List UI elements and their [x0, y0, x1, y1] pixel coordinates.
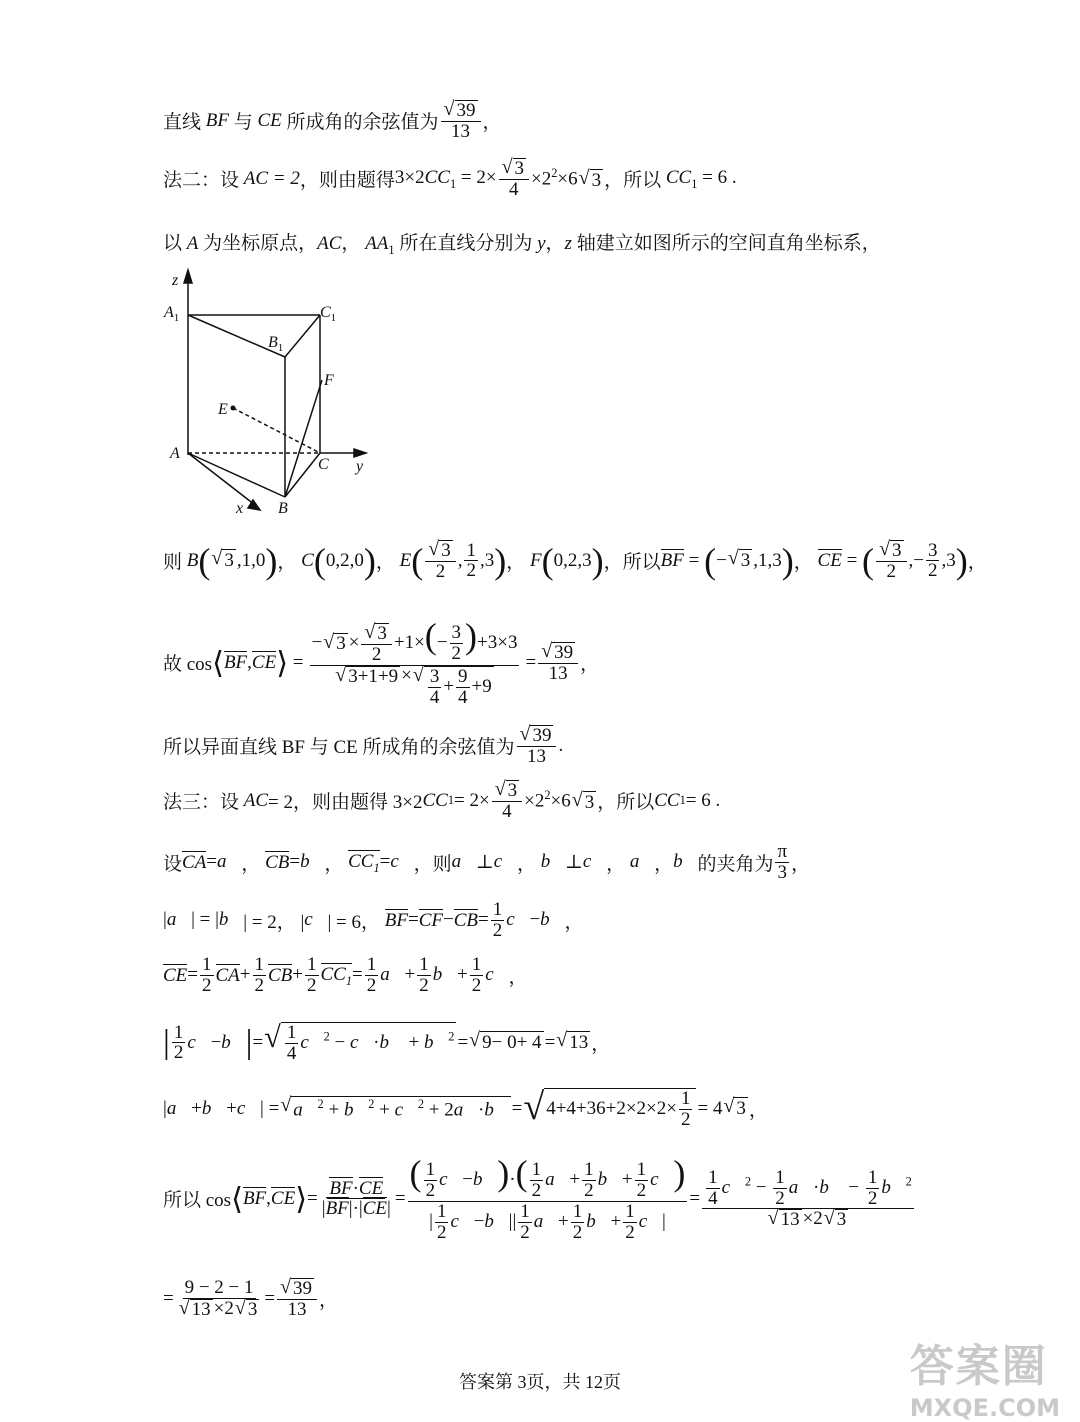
z-arrow-icon: [184, 270, 192, 283]
label-y: y: [356, 458, 364, 475]
label-C: C: [318, 456, 329, 473]
label-B: B: [278, 500, 288, 517]
text: ，: [482, 112, 502, 134]
text: 所成角的余弦值为: [286, 112, 439, 134]
y-arrow-icon: [354, 449, 366, 457]
line-cos-method2: 故 cos ⟨ BF , CE ⟩ = − √ 3 × √ 3 2 +1×(− $\frac{3}{2}$ )+3×3 √ 3+1+9 × √ $\frac{3}{4}$ + $\frac{9}{4}$ +9 = √ 39 13 ，: [163, 616, 600, 708]
line-coordinate-setup: 以 A 为坐标原点，AC， $AA_1$ 所在直线分别为 y，z 轴建立如图所示的空间直角坐标系，: [163, 233, 881, 257]
label-x: x: [236, 500, 244, 517]
line-final-result: = 9 − 2 − 1 √ 13 ×2 √ 3 = √ 39 13 ，: [163, 1276, 339, 1320]
line-magnitudes: | a⃗ | = | b⃗ | = 2， | c⃗ | = 6， BF = CF − CB = $\frac{1}{2}$ c⃗ − b⃗ ，: [163, 899, 584, 941]
label-A1: $A_1$: [164, 304, 180, 324]
line-vector-definitions: 设 CA = a⃗ ， CB = b⃗ ， $CC_1$ = c⃗ ，则 a⃗ ⊥ c⃗ ， b⃗ ⊥ c⃗ ， a⃗ ， b⃗ 的夹角为 $\frac{\pi}{3}$ ，: [163, 841, 811, 883]
line-method2-conclusion: 所以异面直线 BF 与 CE 所成角的余弦值为 √ 39 13 .: [163, 723, 564, 767]
fraction: √ 39 13: [441, 100, 481, 142]
text: CE: [257, 109, 282, 131]
label-E: E: [218, 401, 228, 418]
line-method2-setup: 法二：设 AC = 2 ，则由题得 $3\times 2CC_1 = 2\times$ √ 3 4 $\times 2^2\times 6$ √ 3 ，所以 $CC_1 = 6$ .: [163, 156, 737, 200]
line-cos-method3: 所以 cos ⟨ BF , CE ⟩ = $\frac{BF\cdot CE}{|BF|\cdot|CE|}$ = ( $\frac{1}{2}$ c⃗−b⃗)·( $\frac{1}{2}$ a⃗+ $\frac{1}{2}$ b⃗+ $\frac{1}{2}$ c⃗) | $\frac{1}{2}$ c⃗−b⃗|| $\frac{1}{2}$ a⃗+ $\frac{1}{2}$ b⃗+ $\frac{1}{2}$ c⃗| = $\frac{1}{4}$ c⃗$^2$ − $\frac{1}{2}$ a⃗·b⃗ − $\frac{1}{2}$ b⃗$^2$ √ 13 ×2 √ 3: [163, 1153, 912, 1244]
line-bf-magnitude: | $\frac{1}{2}$ c⃗ − b⃗ | = √ $\frac{1}{4}$ c⃗$^2$ − c⃗·b⃗ + b⃗$^2$ = √ 9− 0+ 4 = √ 13 ，: [163, 1020, 611, 1064]
text: 直线: [163, 112, 202, 134]
label-z: z: [172, 272, 179, 289]
text: 与: [233, 112, 253, 134]
page-footer: 答案第 3页，共 12页: [459, 1372, 621, 1392]
label-B1: $B_1$: [268, 334, 284, 354]
label-F: F: [324, 372, 334, 389]
prism-figure: [160, 265, 390, 520]
line-ce-magnitude: | a⃗ + b⃗ + c⃗ | = √ a⃗$^2$ + b⃗$^2$ + c⃗$^2$ + 2a⃗·b⃗ = √ 4+4+36+2×2×2× $\frac{1}{2}$ = 4 √ 3 ，: [163, 1086, 768, 1130]
text: BF: [205, 109, 229, 131]
label-A: A: [170, 445, 180, 462]
line-method3-setup: 法三：设 AC = 2，则由题得 3×2 CC 1 = 2× √ 3 4 $\times 2^2\times 6$ √ 3 ，所以 CC 1 = 6 .: [163, 778, 721, 822]
line-cosine-result-1: [163, 100, 502, 142]
label-C1: $C_1$: [320, 304, 337, 324]
line-ce-vector: CE = $\frac{1}{2}$ CA + $\frac{1}{2}$ CB + $\frac{1}{2}$ $CC_1$ = $\frac{1}{2}$ a⃗ + $\frac{1}{2}$ b⃗ + $\frac{1}{2}$ c⃗ ，: [163, 954, 528, 996]
line-point-coordinates: 则 B ( √ 3 ,1,0 ) ， C ( 0,2,0 ) ， E ( √ 3 2 , $\frac{1}{2}$ ,3 ) ， F ( 0,2,3 ) ， 所以 BF = ( − √ 3 ,1,3 ) ， CE = ( √ 3 2 ,− $\frac{3}{2}$ ,3 ) ，: [163, 538, 987, 582]
watermark-logo: 答案圈 MXQE.COM: [909, 1341, 1060, 1422]
